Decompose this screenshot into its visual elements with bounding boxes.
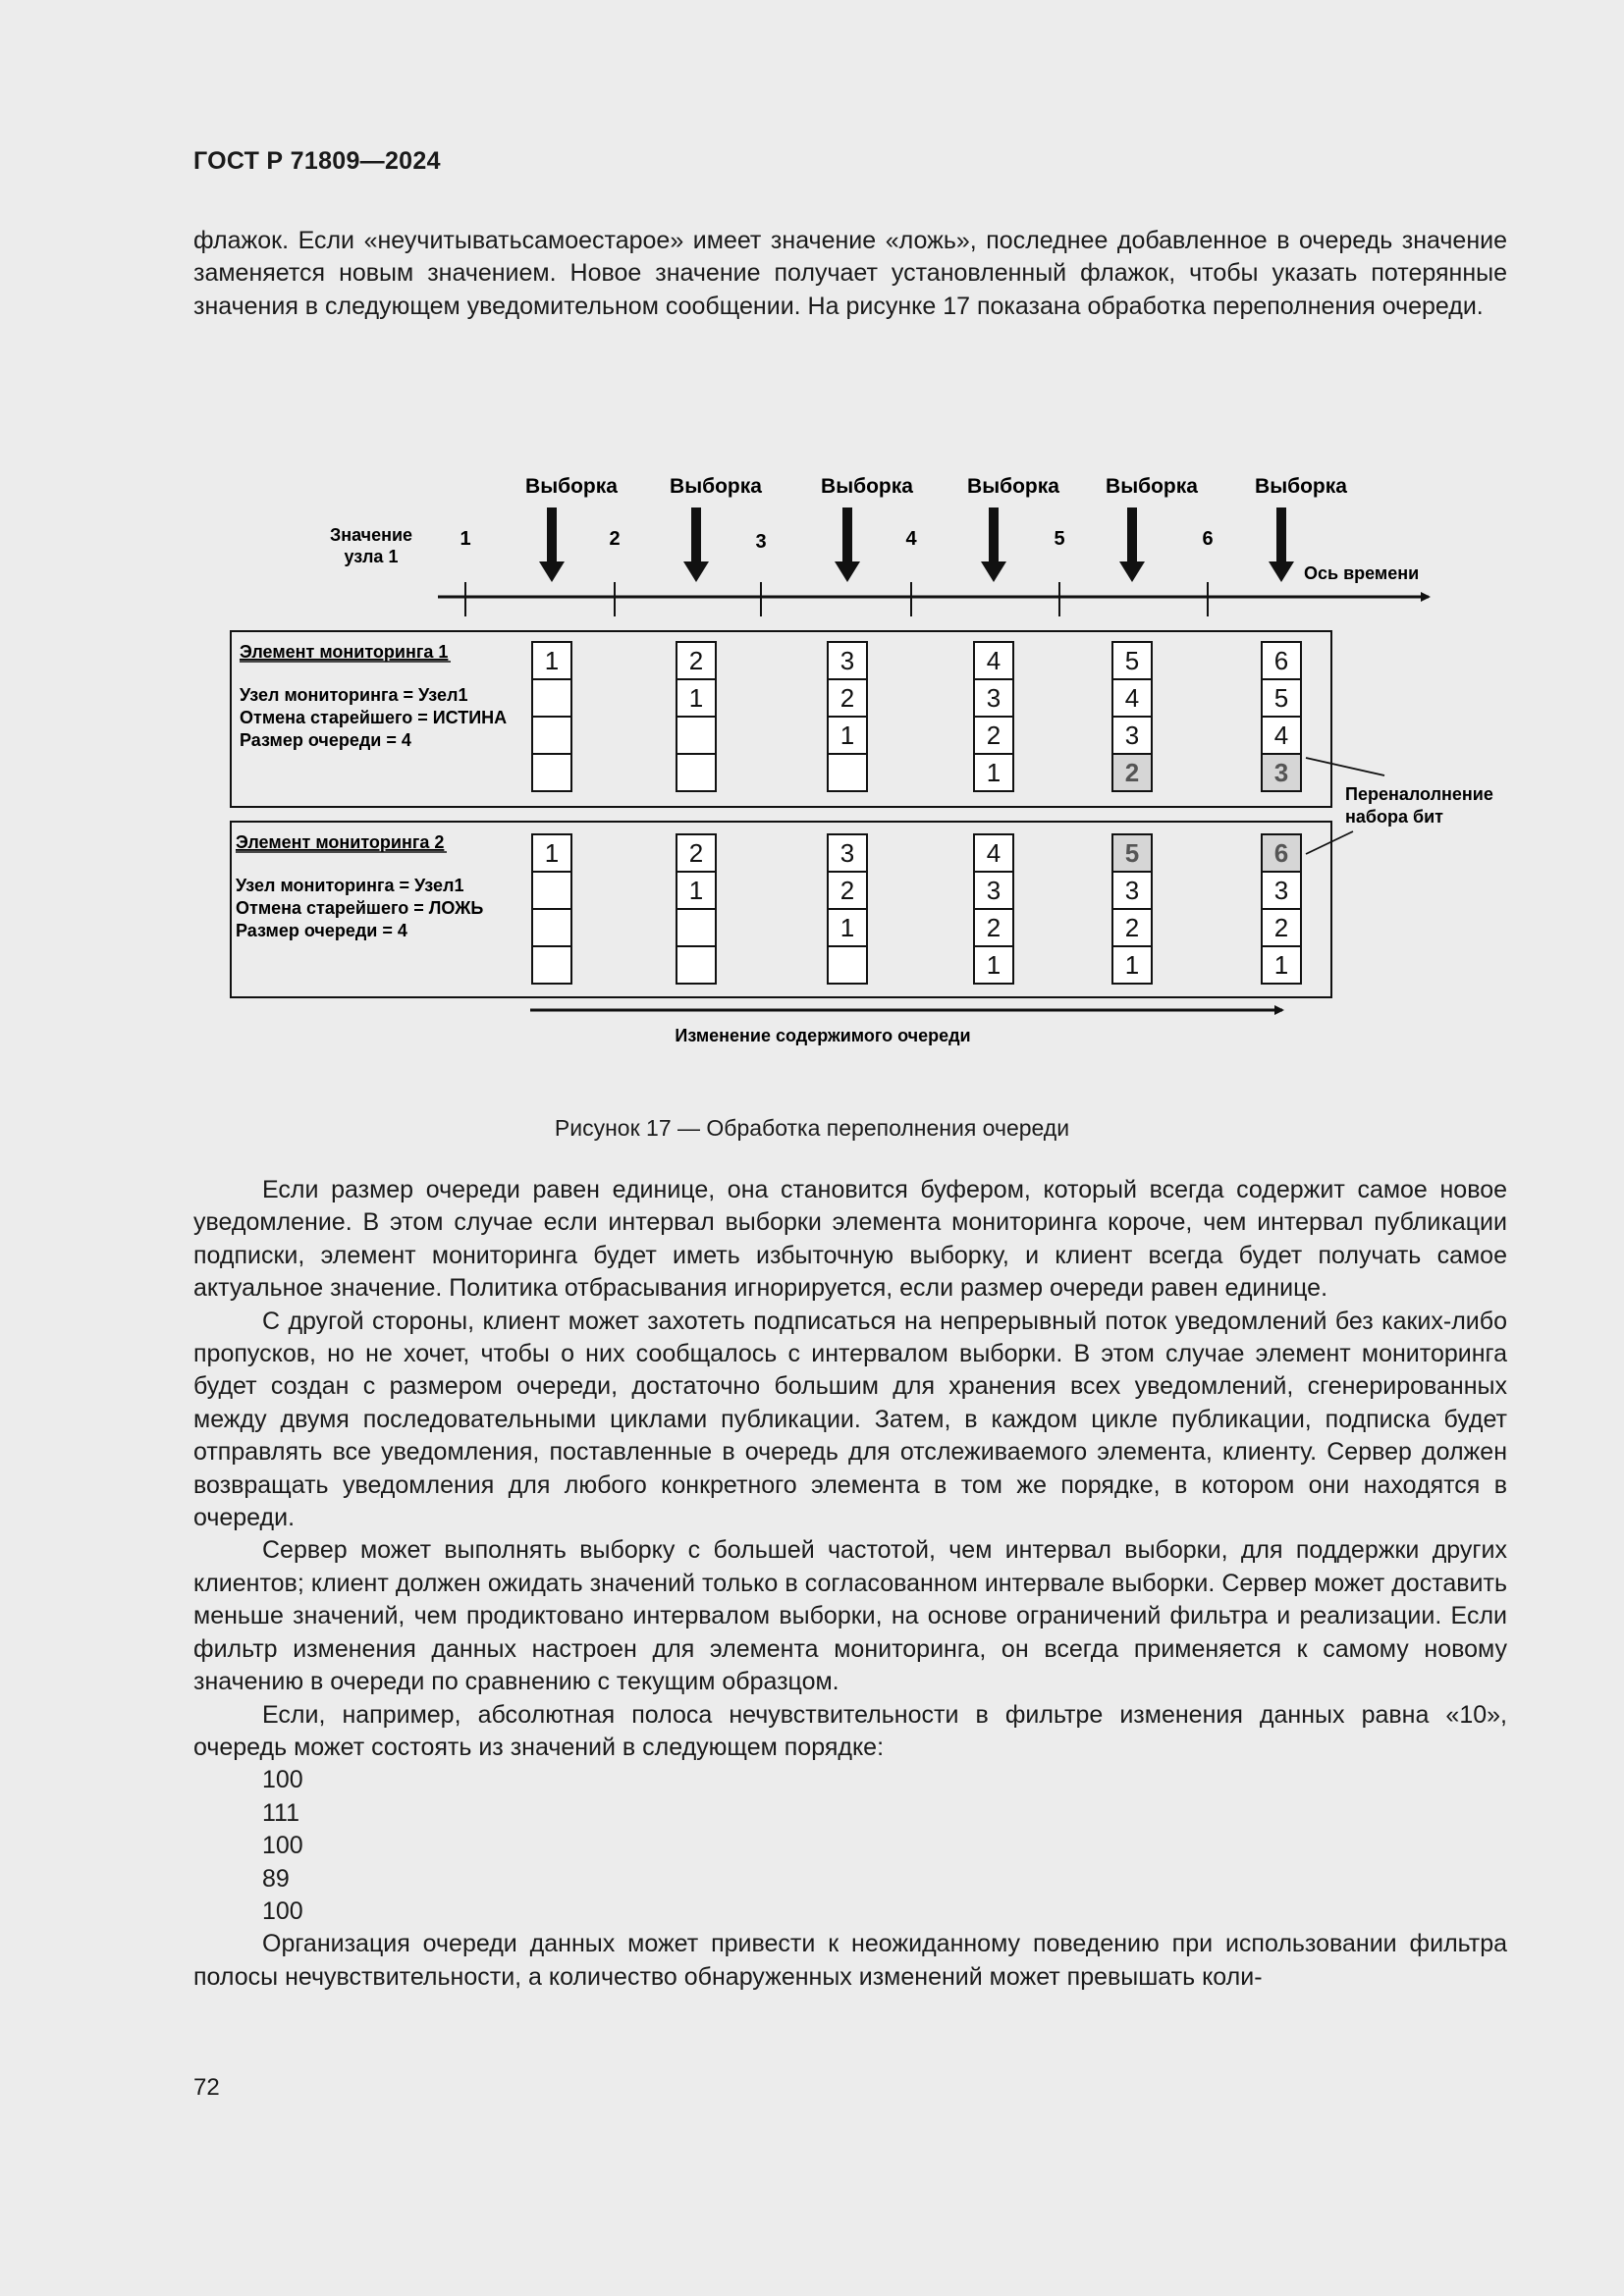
sample-label: Выборка (821, 475, 913, 498)
queue-value: 3 (839, 838, 855, 868)
sample-label: Выборка (1255, 475, 1347, 498)
queue-value: 5 (1273, 683, 1289, 713)
queue-value: 2 (1124, 758, 1140, 787)
body-text (193, 1174, 1507, 1994)
monitoring-element-param: Отмена старейшего = ЛОЖЬ (236, 898, 484, 918)
sample-label: Выборка (1106, 475, 1198, 498)
queue-cell (677, 754, 716, 791)
queue-value: 5 (1124, 838, 1140, 868)
queue-cell (532, 717, 571, 754)
queue-value: 3 (1273, 758, 1289, 787)
queue-value: 3 (986, 683, 1001, 713)
queue-cell (532, 872, 571, 909)
queue-value: 6 (1273, 838, 1289, 868)
queue-value: 1 (986, 758, 1001, 787)
monitoring-element-param: Узел мониторинга = Узел1 (240, 685, 468, 705)
monitoring-element-param: Отмена старейшего = ИСТИНА (240, 708, 508, 727)
body-paragraph: Если, например, абсолютная полоса нечувствительности в фильтре изменения данных равна «10», очередь может состоять из значений в следующем порядке: (193, 1700, 1507, 1761)
node-value-label: узла 1 (344, 547, 399, 566)
queue-value: 2 (1124, 913, 1140, 942)
queue-cell (532, 909, 571, 946)
tick-label: 3 (755, 531, 767, 553)
queue-value: 3 (839, 646, 855, 675)
list-value: 100 (262, 1766, 303, 1794)
queue-value: 2 (986, 721, 1001, 750)
page-number: 72 (193, 2074, 220, 2101)
body-paragraph: Сервер может выполнять выборку с большей частотой, чем интервал выборки, для поддержки других клиентов; клиент должен ожидать значений только в согласованном интервале выборки. Сервер может доставить меньше значений, чем продиктовано интервалом выборки, на основе ограничений фильтра и реализации. Если фильтр изменения данных настроен для элемента мониторинга, он всегда применяется к самому новому значению в очереди по сравнению с текущим образцом. (193, 1536, 1507, 1696)
queue-cell (532, 946, 571, 984)
tick-label: 4 (905, 528, 917, 550)
monitoring-element-title: Элемент мониторинга 2 (236, 832, 445, 852)
sample-label: Выборка (670, 475, 762, 498)
queue-value: 2 (839, 876, 855, 905)
queue-value: 3 (1124, 876, 1140, 905)
queue-cell (677, 717, 716, 754)
queue-overflow-diagram (0, 0, 1624, 1099)
queue-value: 1 (544, 838, 560, 868)
queue-cell (677, 909, 716, 946)
queue-value: 2 (688, 646, 704, 675)
figure-caption: Рисунок 17 — Обработка переполнения очереди (554, 1115, 1070, 1141)
queue-value: 2 (1273, 913, 1289, 942)
queue-value: 2 (986, 913, 1001, 942)
queue-value: 1 (839, 721, 855, 750)
list-value: 111 (262, 1798, 300, 1827)
overflow-label: Переналолнение (1345, 784, 1493, 804)
intro-text: флажок. Если «неучитыватьсамоестарое» имеет значение «ложь», последнее добавленное в очередь значение заменяется новым значением. Новое значение получает установленный флажок, чтобы указать потерянные значения в следующем уведомительном сообщении. На рисунке 17 показана обработка переполнения очереди. (193, 227, 1507, 320)
queue-value: 2 (839, 683, 855, 713)
queue-cell (532, 679, 571, 717)
monitoring-element-title: Элемент мониторинга 1 (240, 642, 449, 662)
monitoring-element-param: Размер очереди = 4 (236, 921, 407, 940)
queue-cell (828, 946, 867, 984)
tick-label: 1 (460, 528, 471, 550)
document-header: ГОСТ Р 71809—2024 (193, 147, 441, 175)
sample-arrow-icon (1269, 507, 1294, 582)
queue-value: 1 (839, 913, 855, 942)
queue-value: 1 (986, 950, 1001, 980)
monitoring-element-param: Узел мониторинга = Узел1 (236, 876, 464, 895)
sample-arrow-icon (1119, 507, 1145, 582)
body-paragraph: Если размер очереди равен единице, она становится буфером, который всегда содержит самое новое уведомление. В этом случае если интервал выборки элемента мониторинга короче, чем интервал публикации подписки, элемент мониторинга будет иметь избыточную выборку, и клиент всегда будет получать самое актуальное значение. Политика отбрасывания игнорируется, если размер очереди равен единице. (193, 1176, 1507, 1303)
queue-change-label: Изменение содержимого очереди (675, 1026, 971, 1045)
sample-arrow-icon (539, 507, 565, 582)
overflow-pointer (1306, 831, 1353, 854)
queue-value: 4 (986, 838, 1001, 868)
queue-value: 5 (1124, 646, 1140, 675)
queue-value: 4 (1273, 721, 1289, 750)
queue-value: 1 (1273, 950, 1289, 980)
queue-value: 1 (688, 876, 704, 905)
queue-value: 2 (688, 838, 704, 868)
body-paragraph: С другой стороны, клиент может захотеть подписаться на непрерывный поток уведомлений без каких-либо пропусков, но не хочет, чтобы о них сообщалось с интервалом выборки. В этом случае элемент мониторинга будет создан с размером очереди, достаточно большим для хранения всех уведомлений, сгенерированных между двумя последовательными циклами публикации. Затем, в каждом цикле публикации, подписка будет отправлять все уведомления, поставленные в очередь для отслеживаемого элемента, клиенту. Сервер должен возвращать уведомления для любого конкретного элемента в том же порядке, в котором они находятся в очереди. (193, 1307, 1507, 1532)
list-value: 100 (262, 1896, 303, 1925)
overflow-pointer (1306, 758, 1384, 775)
queue-value: 4 (986, 646, 1001, 675)
tick-label: 5 (1054, 528, 1065, 550)
queue-value: 4 (1124, 683, 1140, 713)
queue-cell (532, 754, 571, 791)
queue-value: 3 (1124, 721, 1140, 750)
queue-value: 1 (544, 646, 560, 675)
overflow-label: набора бит (1345, 807, 1444, 827)
time-axis-label: Ось времени (1304, 563, 1420, 583)
list-value: 89 (262, 1864, 290, 1893)
node-value-label: Значение (329, 525, 413, 545)
closing-paragraph: Организация очереди данных может привести к неожиданному поведению при использовании фильтра полосы нечувствительности, а количество обнаруженных изменений может превышать коли- (193, 1930, 1507, 1991)
queue-value: 3 (1273, 876, 1289, 905)
tick-label: 6 (1202, 528, 1214, 550)
sample-arrow-icon (835, 507, 860, 582)
monitoring-element-param: Размер очереди = 4 (240, 730, 411, 750)
queue-value: 6 (1273, 646, 1289, 675)
queue-value: 3 (986, 876, 1001, 905)
queue-value: 1 (688, 683, 704, 713)
sample-arrow-icon (981, 507, 1006, 582)
sample-label: Выборка (525, 475, 618, 498)
queue-cell (828, 754, 867, 791)
tick-label: 2 (609, 528, 621, 550)
sample-label: Выборка (967, 475, 1059, 498)
queue-cell (677, 946, 716, 984)
sample-arrow-icon (683, 507, 709, 582)
list-value: 100 (262, 1832, 303, 1860)
queue-value: 1 (1124, 950, 1140, 980)
